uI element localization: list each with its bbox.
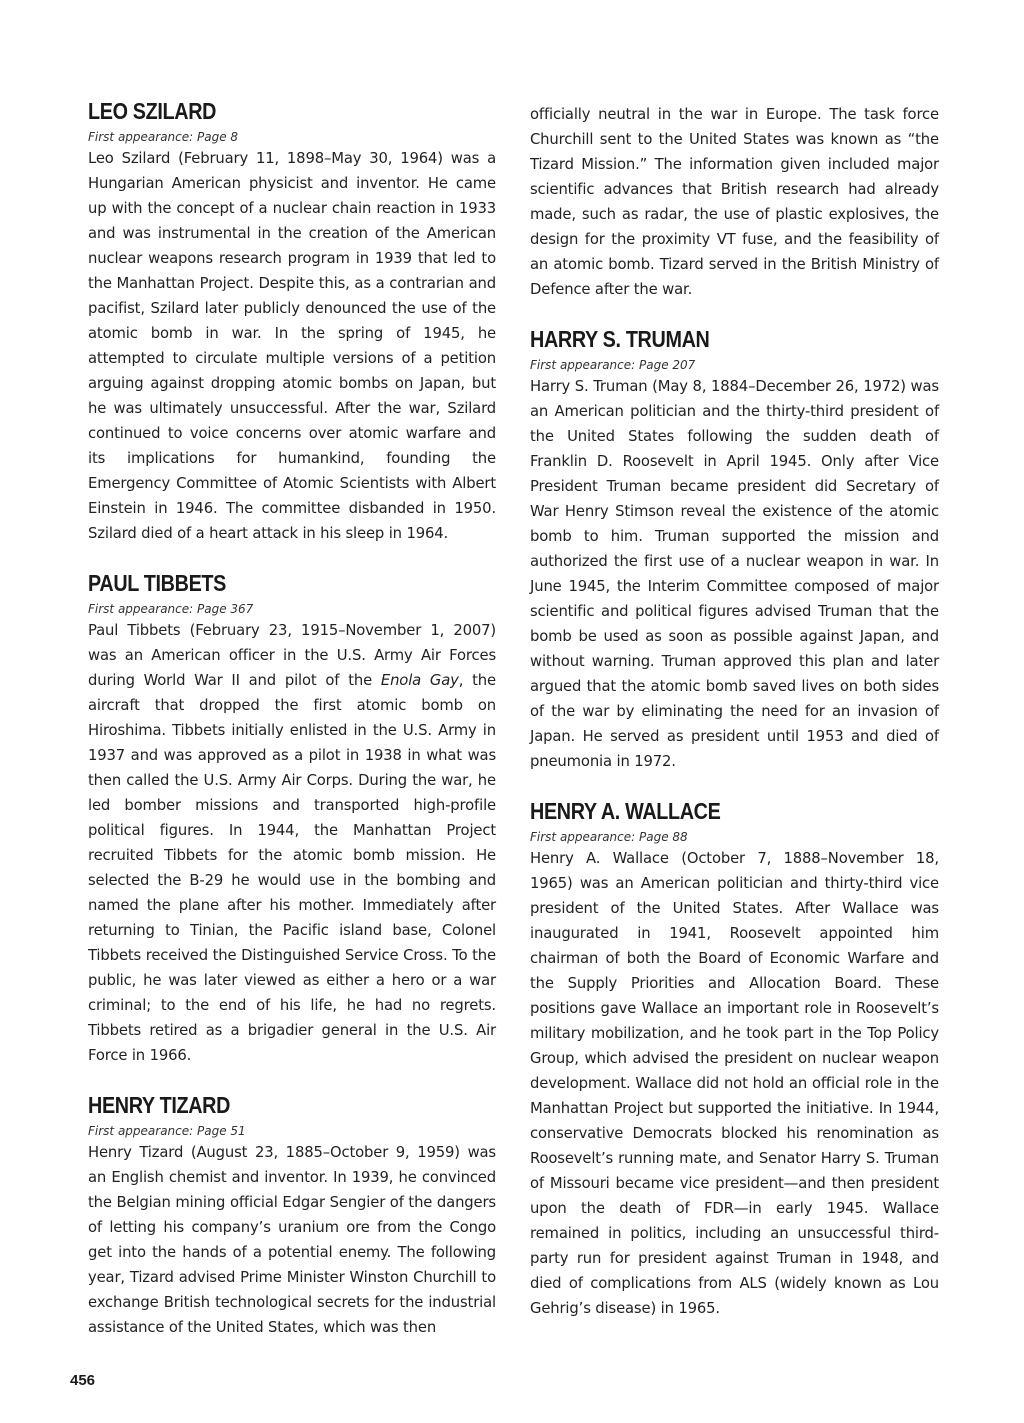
entry-bio: Leo Szilard (February 11, 1898–May 30, 1964) was a Hungarian American physicist and inventor. He came up with the concept of a nuclear chain reaction in 1933 and was instrumental in the creation of the American nuclear weapons research program in 1939 that led to the Manhattan Project. Despite this, as a contrarian and pacifist, Szilard later publicly denounced the use of the atomic bomb in war. In the spring of 1945, he attempted to circulate multiple versions of a petition arguing against dropping atomic bombs on Japan, but he was ultimately unsuccessful. After the war, Szilard continued to voice concerns over atomic warfare and its implications for humankind, founding the Emergency Committee of Atomic Scientists with Albert Einstein in 1946. The committee disbanded in 1950. Szilard died of a heart attack in his sleep in 1964. xyxy=(88,150,496,542)
entry-bio: Henry Tizard (August 23, 1885–October 9, 1959) was an English chemist and inventor. In 1939, he convinced the Belgian mining official Edgar Sengier of the dangers of letting his company’s uranium ore from the Congo get into the hands of a potential enemy. The following year, Tizard advised Prime Minister Winston Churchill to exchange British technological secrets for the industrial assistance of the United States, which was then xyxy=(88,1144,496,1336)
first-appearance: First appearance: Page 207 xyxy=(530,358,696,372)
entry-harry-truman xyxy=(530,326,939,774)
entry-bio-continued: officially neutral in the war in Europe. The task force Churchill sent to the United States was known as “the Tizard Mission.” The information given included major scientific advances that British research had already made, such as radar, the use of plastic explosives, the design for the proximity VT fuse, and the feasibility of an atomic bomb. Tizard served in the British Ministry of Defence after the war. xyxy=(530,106,939,298)
plane-name: Enola Gay xyxy=(380,672,459,689)
first-appearance: First appearance: Page 367 xyxy=(88,602,254,616)
entry-name: PAUL TIBBETS xyxy=(88,570,227,596)
entry-name: HENRY TIZARD xyxy=(88,1092,231,1118)
first-appearance: First appearance: Page 88 xyxy=(530,830,688,844)
bio-text: Paul Tibbets (February 23, 1915–November 1, 2007) was an American officer in the U.S. Army Air Forces during World War II and pilot of the xyxy=(88,622,496,689)
entry-henry-tizard xyxy=(88,1092,496,1340)
first-appearance: First appearance: Page 8 xyxy=(88,130,239,144)
first-appearance: First appearance: Page 51 xyxy=(88,1124,246,1138)
left-column xyxy=(88,98,496,1364)
entry-paul-tibbets xyxy=(88,570,496,1068)
page-number: 456 xyxy=(70,1372,96,1389)
entry-bio xyxy=(88,618,496,1068)
entry-bio: Henry A. Wallace (October 7, 1888–November 18, 1965) was an American politician and thirty-third vice president of the United States. After Wallace was inaugurated in 1941, Roosevelt appointed him chairman of both the Board of Economic Warfare and the Supply Priorities and Allocation Board. These positions gave Wallace an important role in Roosevelt’s military mobilization, and he took part in the Top Policy Group, which advised the president on nuclear weapon development. Wallace did not hold an official role in the Manhattan Project but supported the initiative. In 1944, conservative Democrats blocked his renomination as Roosevelt’s running mate, and Senator Harry S. Truman of Missouri became vice president—and then president upon the death of FDR—in early 1945. Wallace remained in politics, including an unsuccessful third-party run for president against Truman in 1948, and died of complications from ALS (widely known as Lou Gehrig’s disease) in 1965. xyxy=(530,850,939,1317)
bio-text: , the aircraft that dropped the first atomic bomb on Hiroshima. Tibbets initially enlisted in the U.S. Army in 1937 and was approved as a pilot in 1938 in what was then called the U.S. Army Air Corps. During the war, he led bomber missions and transported high-profile political figures. In 1944, the Manhattan Project recruited Tibbets for the atomic bomb mission. He selected the B-29 he would use in the bombing and named the plane after his mother. Immediately after returning to Tinian, the Pacific island base, Colonel Tibbets received the Distinguished Service Cross. To the public, he was later viewed as either a hero or a war criminal; to the end of his life, he had no regrets. Tibbets retired as a brigadier general in the U.S. Air Force in 1966. xyxy=(88,672,496,1064)
entry-leo-szilard xyxy=(88,98,496,546)
entry-henry-wallace xyxy=(530,798,939,1321)
entry-name: HENRY A. WALLACE xyxy=(530,798,721,824)
right-column xyxy=(530,98,939,1345)
entry-name: HARRY S. TRUMAN xyxy=(530,326,710,352)
entry-bio: Harry S. Truman (May 8, 1884–December 26, 1972) was an American politician and the thirty-third president of the United States following the sudden death of Franklin D. Roosevelt in April 1945. Only after Vice President Truman became president did Secretary of War Henry Stimson reveal the existence of the atomic bomb to him. Truman supported the mission and authorized the first use of a nuclear weapon in war. In June 1945, the Interim Committee composed of major scientific and political figures advised Truman that the bomb be used as soon as possible against Japan, and without warning. Truman approved this plan and later argued that the atomic bomb saved lives on both sides of the war by eliminating the need for an invasion of Japan. He served as president until 1953 and died of pneumonia in 1972. xyxy=(530,378,939,770)
entry-name: LEO SZILARD xyxy=(88,98,217,124)
